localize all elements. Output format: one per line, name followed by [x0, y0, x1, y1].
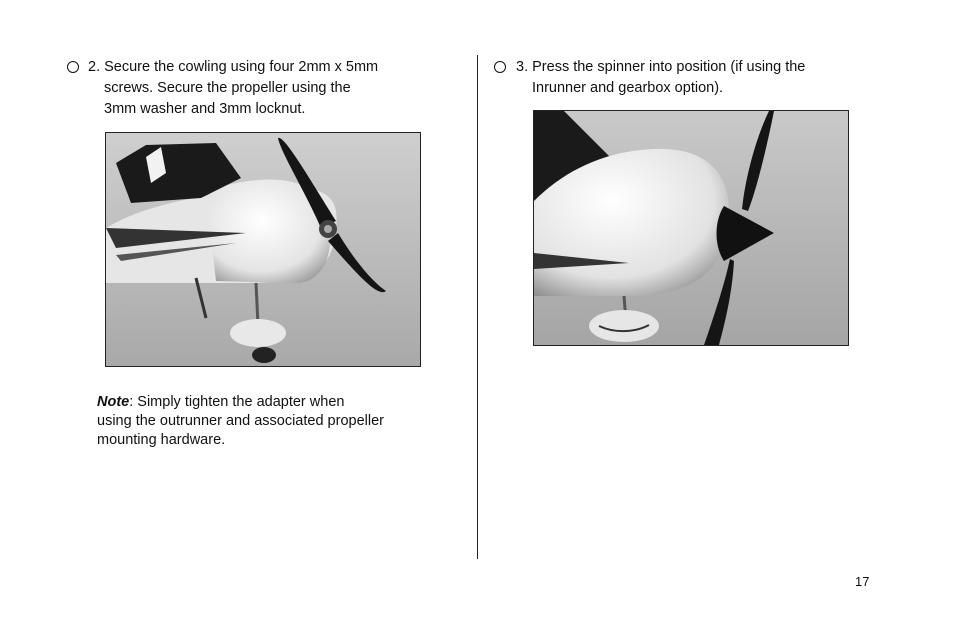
step-2-checkbox[interactable] [67, 61, 79, 73]
note-block [97, 393, 384, 450]
step-3-checkbox[interactable] [494, 61, 506, 73]
spinner-installed-photo-icon [534, 111, 848, 345]
note-label: Note [97, 394, 130, 410]
step-2-line-3: 3mm washer and 3mm locknut. [104, 101, 306, 117]
step-2-number: 2. [88, 59, 101, 75]
step-3-line-2: Inrunner and gearbox option). [532, 80, 724, 96]
step-3-line-1 [516, 57, 805, 77]
note-text-1: : Simply tighten the adapter when [129, 394, 345, 410]
step-3-text-1: Press the spinner into position (if using the [532, 59, 806, 75]
step-3-number: 3. [516, 59, 529, 75]
note-line-2: using the outrunner and associated propeller [97, 413, 384, 429]
step-2-photo [105, 132, 421, 367]
step-3-photo [533, 110, 849, 346]
note-line-1 [97, 393, 384, 412]
page-number: 17 [855, 574, 870, 589]
column-divider [477, 55, 478, 559]
step-2-line-2: screws. Secure the propeller using the [104, 80, 351, 96]
airplane-cowling-propeller-photo-icon [106, 133, 420, 366]
step-2-text-1: Secure the cowling using four 2mm x 5mm [104, 59, 379, 75]
step-2-line-1 [88, 57, 378, 77]
note-line-3: mounting hardware. [97, 432, 226, 448]
